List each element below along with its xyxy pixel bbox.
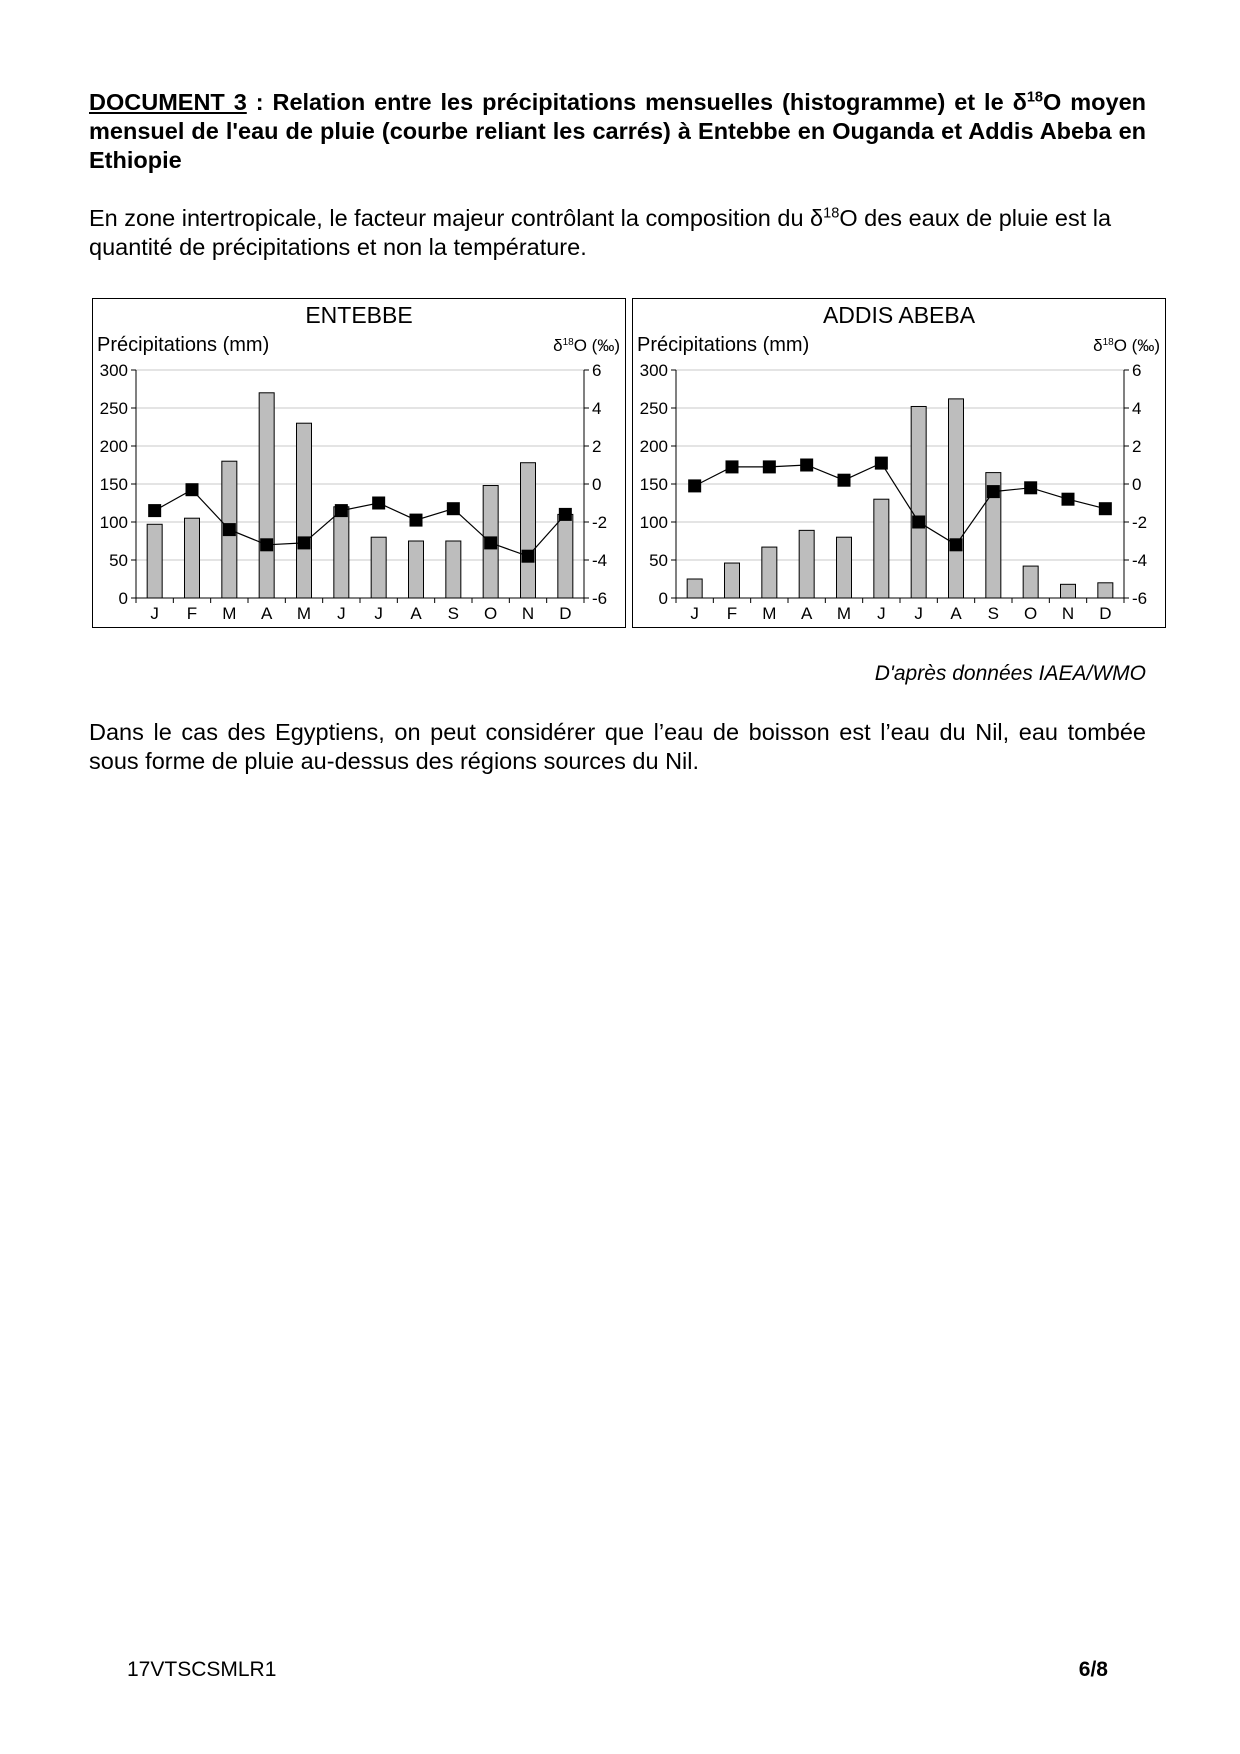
x-tick-label: J [877, 604, 886, 623]
x-tick-label: J [690, 604, 699, 623]
intro-text-part1: En zone intertropicale, le facteur majeur contrôlant la composition du δ [89, 205, 824, 231]
chart-addis-abeba [632, 298, 1166, 628]
right-tick-label: -2 [592, 513, 608, 532]
precipitation-bar [185, 518, 200, 598]
x-tick-label: J [374, 604, 383, 623]
x-tick-label: N [1061, 604, 1075, 623]
x-tick-label: M [762, 604, 777, 623]
delta18o-marker [800, 459, 813, 472]
x-tick-label: F [726, 604, 738, 623]
delta18o-marker [838, 474, 851, 487]
precipitation-bar [725, 563, 740, 598]
chart-entebbe [92, 298, 626, 628]
x-tick-label: A [410, 604, 422, 623]
delta18o-marker [688, 479, 701, 492]
document-title [89, 88, 1146, 175]
chart-title: ADDIS ABEBA [822, 302, 976, 328]
x-tick-label: A [800, 604, 813, 623]
right-tick-label: 2 [1132, 437, 1142, 456]
left-tick-label: 250 [99, 399, 128, 418]
right-tick-label: -6 [1132, 589, 1148, 608]
x-tick-label: D [1099, 604, 1112, 623]
right-tick-label: -4 [1132, 551, 1148, 570]
title-text-part1: : Relation entre les précipitations mensuelles (histogramme) et le δ [246, 89, 1027, 115]
x-tick-label: S [447, 604, 460, 623]
delta18o-marker [484, 536, 497, 549]
delta18o-marker [522, 550, 535, 563]
x-tick-label: J [337, 604, 346, 623]
right-tick-label: 0 [592, 475, 602, 494]
precipitation-bar [1061, 584, 1076, 598]
left-tick-label: 250 [639, 399, 668, 418]
left-axis-label: Précipitations (mm) [637, 334, 810, 356]
precipitation-bar [147, 524, 162, 598]
delta18o-marker [186, 483, 199, 496]
x-tick-label: D [559, 604, 572, 623]
delta18o-marker [148, 504, 161, 517]
precipitation-bar [446, 541, 461, 598]
intro-paragraph [89, 204, 1149, 262]
egypt-paragraph: Dans le cas des Egyptiens, on peut considérer que l’eau de boisson est l’eau du Nil, eau tombée sous forme de pluie au-dessus des régions sources du Nil. [89, 719, 1146, 774]
precipitation-bar [521, 463, 536, 598]
right-axis-delta: δ [553, 336, 563, 355]
precipitation-bar [762, 547, 777, 598]
x-tick-label: J [914, 604, 923, 623]
precipitation-bar [1098, 583, 1113, 598]
intro-superscript: 18 [823, 205, 840, 222]
precipitation-bar [409, 541, 424, 598]
right-axis-unit: O (‰) [1113, 336, 1160, 355]
delta18o-marker [260, 538, 273, 551]
x-tick-label: O [484, 604, 498, 623]
left-tick-label: 100 [99, 513, 128, 532]
left-axis-label: Précipitations (mm) [97, 334, 270, 356]
right-axis-superscript: 18 [1102, 337, 1114, 348]
left-tick-label: 100 [639, 513, 668, 532]
delta18o-marker [950, 538, 963, 551]
title-superscript: 18 [1026, 89, 1044, 106]
source-credit: D'après données IAEA/WMO [874, 662, 1146, 685]
precipitation-bar [558, 514, 573, 598]
precipitation-bar [371, 537, 386, 598]
left-tick-label: 200 [639, 437, 668, 456]
x-tick-label: M [222, 604, 237, 623]
precipitation-bar [837, 537, 852, 598]
right-tick-label: -2 [1132, 513, 1148, 532]
right-tick-label: 6 [1132, 361, 1142, 380]
left-tick-label: 300 [639, 361, 668, 380]
x-tick-label: M [296, 604, 312, 623]
x-tick-label: A [260, 604, 273, 623]
x-tick-label: N [521, 604, 535, 623]
right-tick-label: 4 [592, 399, 602, 418]
left-tick-label: 0 [118, 589, 128, 608]
left-tick-label: 50 [649, 551, 668, 570]
delta18o-marker [912, 516, 925, 529]
precipitation-bar [911, 406, 926, 598]
delta18o-marker [1062, 493, 1075, 506]
delta18o-marker [447, 502, 460, 515]
right-tick-label: 2 [592, 437, 602, 456]
precipitation-bar [799, 530, 814, 598]
left-tick-label: 150 [639, 475, 668, 494]
right-tick-label: 6 [592, 361, 602, 380]
precipitation-bar [949, 399, 964, 598]
right-axis-delta: δ [1093, 336, 1103, 355]
precipitation-bar [1023, 566, 1038, 598]
right-tick-label: -4 [592, 551, 608, 570]
delta18o-marker [372, 497, 385, 510]
right-tick-label: 0 [1132, 475, 1142, 494]
delta18o-marker [335, 504, 348, 517]
footer-page-number: 6/8 [1078, 1658, 1108, 1681]
delta18o-marker [987, 485, 1000, 498]
x-tick-label: J [150, 604, 159, 623]
delta18o-marker [726, 460, 739, 473]
intro-text-part2: O des eaux de pluie est la quantité de précipitations et non la température. [89, 205, 1112, 260]
delta18o-marker [763, 460, 776, 473]
right-axis-superscript: 18 [562, 337, 574, 348]
x-tick-label: M [836, 604, 852, 623]
footer-document-code: 17VTSCSMLR1 [127, 1658, 277, 1681]
left-tick-label: 300 [99, 361, 128, 380]
precipitation-bar [687, 579, 702, 598]
document-label: DOCUMENT 3 [89, 89, 247, 115]
x-tick-label: O [1024, 604, 1038, 623]
delta18o-marker [410, 514, 423, 527]
right-axis-unit: O (‰) [573, 336, 620, 355]
chart-title: ENTEBBE [305, 302, 413, 328]
delta18o-marker [1099, 502, 1112, 515]
precipitation-bar [874, 499, 889, 598]
precipitation-bar [297, 423, 312, 598]
delta18o-marker [875, 457, 888, 470]
delta18o-marker [559, 508, 572, 521]
right-tick-label: 4 [1132, 399, 1142, 418]
delta18o-marker [1024, 481, 1037, 494]
x-tick-label: F [186, 604, 198, 623]
delta18o-marker [298, 536, 311, 549]
x-tick-label: S [987, 604, 1000, 623]
delta18o-marker [223, 523, 236, 536]
precipitation-bar [334, 507, 349, 598]
title-text-part2: O moyen mensuel de l'eau de pluie (courbe reliant les carrés) à Entebbe en Ouganda et Addis Abeba en Ethiopie [89, 89, 1146, 173]
left-tick-label: 0 [658, 589, 668, 608]
left-tick-label: 50 [109, 551, 128, 570]
left-tick-label: 150 [99, 475, 128, 494]
x-tick-label: A [950, 604, 962, 623]
right-tick-label: -6 [592, 589, 608, 608]
left-tick-label: 200 [99, 437, 128, 456]
precipitation-bar [259, 393, 274, 598]
